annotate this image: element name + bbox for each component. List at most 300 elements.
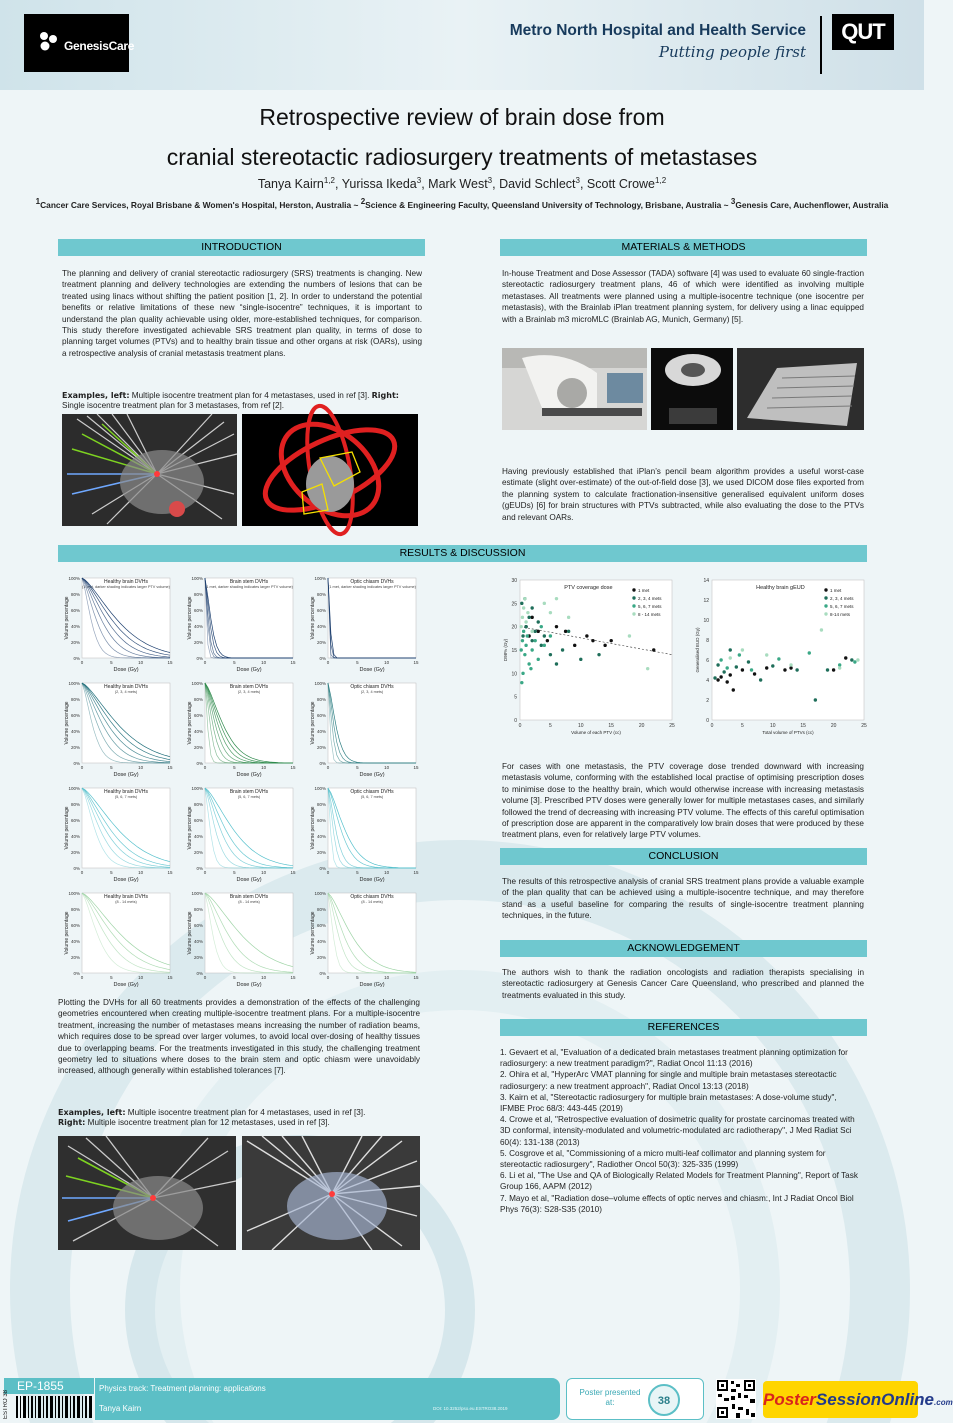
dvh-panel bbox=[64, 786, 173, 883]
dvh-xlabel: Dose (Gy) bbox=[113, 877, 139, 883]
dvh-ytick: 40% bbox=[316, 729, 326, 734]
dvh-ytick: 60% bbox=[193, 608, 203, 613]
scatter-point bbox=[520, 681, 523, 684]
scatter-xlabel: Volume of each PTV (cc) bbox=[571, 730, 621, 735]
dvh-ytick: 60% bbox=[70, 608, 80, 613]
legend-label: 5, 6, 7 mets bbox=[830, 604, 854, 609]
dvh-xtick: 5 bbox=[233, 975, 236, 980]
dvh-panel-title: Brain stem DVHs bbox=[229, 684, 269, 690]
dvh-ytick: 0% bbox=[73, 656, 80, 661]
scatter-point bbox=[747, 660, 750, 663]
scatter-point bbox=[549, 611, 552, 614]
poster-title-line1: Retrospective review of brain dose from bbox=[259, 104, 665, 130]
barcode-icon bbox=[16, 1396, 92, 1418]
dvh-ylabel: Volume percentage bbox=[64, 806, 70, 850]
dvh-xtick: 10 bbox=[138, 765, 144, 770]
mnh-title: Metro North Hospital and Health Service bbox=[509, 22, 806, 39]
scatter-ylabel: D98% (Gy) bbox=[503, 638, 508, 662]
dvh-panel-subtitle: (2, 3, 4 mets) bbox=[360, 690, 384, 694]
dvh-xlabel: Dose (Gy) bbox=[359, 772, 385, 778]
dvh-ytick: 0% bbox=[319, 866, 326, 871]
dvh-ytick: 0% bbox=[73, 971, 80, 976]
dvh-ytick: 40% bbox=[193, 624, 203, 629]
legend-marker bbox=[824, 612, 827, 615]
dvh-xtick: 0 bbox=[203, 660, 207, 665]
dvh-panel-title: Brain stem DVHs bbox=[229, 789, 269, 795]
scatter-point bbox=[729, 648, 732, 651]
scatter-point bbox=[853, 660, 856, 663]
dvh-xlabel: Dose (Gy) bbox=[113, 982, 139, 988]
arc-rendering bbox=[242, 414, 418, 526]
scatter-point bbox=[524, 620, 527, 623]
section-header-references: REFERENCES bbox=[500, 1019, 867, 1036]
dvh-panel bbox=[310, 576, 419, 673]
scatter-point bbox=[534, 639, 537, 642]
scatter-point bbox=[729, 656, 732, 659]
dvh-ytick: 100% bbox=[314, 786, 326, 791]
reference-item: 3. Kairn et al, "Stereotactic radiosurgery for multiple brain metastases: A dose-volume study", IFMBE Proc 68/3: 443-445 (2019) bbox=[500, 1092, 837, 1114]
section-header-methods: MATERIALS & METHODS bbox=[500, 239, 867, 256]
scatter-ylabel: Generalised EUD (Gy) bbox=[695, 627, 700, 673]
dvh-ytick: 20% bbox=[70, 850, 80, 855]
presented-at-text: Poster presented at: bbox=[579, 1388, 641, 1407]
scatter-point bbox=[520, 625, 523, 628]
dvh-panel-subtitle: (8 - 14 mets) bbox=[361, 900, 383, 904]
dvh-panel-title: Brain stem DVHs bbox=[229, 579, 269, 585]
header-divider bbox=[820, 16, 822, 74]
scatter-point bbox=[564, 630, 567, 633]
micromlc-photo bbox=[651, 348, 733, 430]
dvh-panel bbox=[64, 576, 173, 673]
dvh-ytick: 80% bbox=[193, 802, 203, 807]
dvh-xtick: 15 bbox=[413, 975, 419, 980]
dvh-xtick: 5 bbox=[110, 765, 113, 770]
dvh-panel-title: Optic chiasm DVHs bbox=[350, 894, 394, 900]
author-name: Tanya Kairn bbox=[257, 177, 324, 192]
dvh-panel bbox=[187, 576, 296, 673]
legend-label: 5, 6, 7 mets bbox=[638, 604, 662, 609]
dvh-ytick: 100% bbox=[191, 576, 203, 581]
dvh-panel-subtitle: (1 met, darker shading indicates larger PTV volume) bbox=[328, 585, 416, 589]
author-name: Yurissa Ikeda bbox=[341, 177, 417, 192]
conclusion-text: The results of this retrospective analysis of cranial SRS treatment plans provide a valuable example of the plan quality that can be achieved using a multiple-isocentre technique, and may therefore stand as a useful baseline for comparing the results of single-isocentre treatment planning techniques, in the future. bbox=[502, 877, 864, 921]
dvh-ytick: 80% bbox=[193, 592, 203, 597]
dvh-xtick: 10 bbox=[384, 765, 390, 770]
dvh-panel-title: Healthy brain DVHs bbox=[104, 579, 148, 585]
dvh-ytick: 60% bbox=[193, 713, 203, 718]
reference-item: 1. Gevaert et al, "Evaluation of a dedicated brain metastases treatment planning optimization for radiosurgery: a new treatment paradigm?", Radiat Oncol 11:13 (2016) bbox=[500, 1048, 848, 1069]
dvh-panel-title: Optic chiasm DVHs bbox=[350, 789, 394, 795]
footer-track-bar bbox=[95, 1378, 560, 1420]
dvh-xlabel: Dose (Gy) bbox=[236, 877, 262, 883]
dvh-panel-subtitle: (1 met, darker shading indicates larger PTV volume) bbox=[82, 585, 170, 589]
scatter-point bbox=[520, 648, 523, 651]
scatter-xtick: 5 bbox=[741, 723, 744, 729]
affiliation-3: Genesis Care, Auchenflower, Australia bbox=[735, 199, 889, 210]
scatter-ytick: 14 bbox=[703, 578, 709, 584]
dvh-ytick: 60% bbox=[316, 608, 326, 613]
scatter-point bbox=[555, 625, 558, 628]
footer-author: Tanya Kairn bbox=[99, 1404, 142, 1413]
dvh-ytick: 60% bbox=[70, 713, 80, 718]
dvh-xtick: 5 bbox=[110, 660, 113, 665]
dvh-xtick: 5 bbox=[110, 975, 113, 980]
dvh-panel-title: Healthy brain DVHs bbox=[104, 894, 148, 900]
dvh-xtick: 15 bbox=[167, 660, 173, 665]
dvh-xtick: 5 bbox=[233, 765, 236, 770]
scatter-point bbox=[814, 698, 817, 701]
dvh-ytick: 0% bbox=[196, 866, 203, 871]
scatter-point bbox=[741, 668, 744, 671]
legend-label: 2, 3, 4 mets bbox=[830, 596, 854, 601]
four-mets-beams bbox=[58, 1136, 236, 1250]
estro-badge-icon bbox=[647, 1383, 681, 1417]
dvh-xtick: 5 bbox=[110, 870, 113, 875]
dvh-ytick: 60% bbox=[316, 818, 326, 823]
dvh-plot-area bbox=[82, 788, 170, 868]
scatter-point bbox=[567, 616, 570, 619]
legend-marker bbox=[632, 588, 635, 591]
scatter-point bbox=[522, 606, 525, 609]
legend-marker bbox=[632, 612, 635, 615]
dvh-ytick: 0% bbox=[319, 971, 326, 976]
dvh-ytick: 40% bbox=[70, 834, 80, 839]
dvh-plot-area bbox=[328, 683, 416, 763]
scatter-point bbox=[530, 616, 533, 619]
scatter-point bbox=[549, 634, 552, 637]
scatter-point bbox=[526, 611, 529, 614]
twelve-mets-beams bbox=[242, 1136, 420, 1250]
scatter-point bbox=[856, 658, 859, 661]
dvh-panel bbox=[64, 891, 173, 988]
reference-list bbox=[500, 1047, 860, 1215]
scatter-point bbox=[826, 668, 829, 671]
scatter-point bbox=[719, 675, 722, 678]
dvh-ytick: 40% bbox=[316, 624, 326, 629]
dvh-ytick: 100% bbox=[68, 891, 80, 896]
methods-text-1: In-house Treatment and Dose Assessor (TADA) software [4] was used to evaluate 60 single-fraction stereotactic radiosurgery treatment plans, 46 of which were identified as involving multiple metastases. All treatments were planned using a multiple-isocentre technique (one isocentre per metastasis), with the Brainlab iPlan treatment planning system, for delivery using a linac equipped with a Brainlab m3 microMLC (Brainlab AG, Munich, Germany) [5]. bbox=[502, 269, 864, 324]
scatter-point bbox=[530, 630, 533, 633]
dvh-ytick: 100% bbox=[314, 681, 326, 686]
scatter-point bbox=[524, 625, 527, 628]
scatter-point bbox=[726, 666, 729, 669]
scatter-ytick: 30 bbox=[511, 578, 517, 584]
dvh-ytick: 100% bbox=[191, 681, 203, 686]
scatter-point bbox=[585, 634, 588, 637]
affiliations: $^1$Cancer Care Services, Royal Brisbane & Women's Hospital, Herston, Australia ~ $^2$Science & Engineering Faculty, Queensland University of Technology, Brisbane, Australia ~ $^3$Genesis Care, Auchenflower, Australia bbox=[35, 197, 889, 210]
results-figure-caption: Examples, left: Multiple isocentre treatment plan for 4 metastases, used in ref [3]. Right: Multiple isocentre treatment plan for 12 metastases, used in ref [3]. bbox=[58, 1108, 366, 1127]
dvh-ytick: 20% bbox=[316, 745, 326, 750]
dvh-ytick: 40% bbox=[70, 729, 80, 734]
dvh-ytick: 80% bbox=[316, 802, 326, 807]
dvh-panel-title: Healthy brain DVHs bbox=[104, 684, 148, 690]
reference-item: 2. Ohira et al, "HyperArc VMAT planning for single and multiple brain metastases stereotactic radiosurgery: a new treatment approach", Radiat Oncol 13:13 (2018) bbox=[500, 1070, 837, 1091]
scatter-point bbox=[527, 662, 530, 665]
mlc-leaves-illustration bbox=[737, 348, 864, 430]
scatter-point bbox=[771, 664, 774, 667]
scatter-xlabel: Total volume of PTVs (cc) bbox=[762, 730, 814, 735]
scatter-xtick: 20 bbox=[638, 723, 645, 729]
dvh-ylabel: Volume percentage bbox=[310, 911, 316, 955]
scatter-point bbox=[529, 667, 532, 670]
dvh-ytick: 20% bbox=[316, 955, 326, 960]
dvh-xtick: 10 bbox=[138, 660, 144, 665]
mlc-leaves-photo bbox=[737, 348, 864, 430]
mnh-tagline: Putting people first bbox=[658, 43, 806, 61]
scatter-point bbox=[719, 658, 722, 661]
scatter-ytick: 5 bbox=[514, 694, 517, 701]
scatter-xtick: 0 bbox=[710, 723, 714, 729]
scatter-xtick: 20 bbox=[830, 723, 837, 729]
dvh-xtick: 0 bbox=[80, 870, 84, 875]
dvh-xtick: 0 bbox=[80, 975, 84, 980]
dvh-xlabel: Dose (Gy) bbox=[359, 667, 385, 673]
four-mets-plan-image bbox=[58, 1136, 236, 1250]
dvh-ytick: 80% bbox=[70, 907, 80, 912]
dvh-xlabel: Dose (Gy) bbox=[236, 982, 262, 988]
scatter-point bbox=[540, 644, 543, 647]
dvh-panel-subtitle: (2, 3, 4 mets) bbox=[237, 690, 261, 694]
scatter-charts bbox=[500, 574, 870, 736]
dvh-ytick: 20% bbox=[316, 850, 326, 855]
scatter-point bbox=[527, 616, 530, 619]
dvh-panel-title: Brain stem DVHs bbox=[229, 894, 269, 900]
dvh-xtick: 15 bbox=[413, 765, 419, 770]
linac-photo bbox=[502, 348, 647, 430]
dvh-xlabel: Dose (Gy) bbox=[113, 667, 139, 673]
dvh-ytick: 80% bbox=[193, 697, 203, 702]
scatter-point bbox=[726, 680, 729, 683]
scatter-ytick: 0 bbox=[514, 718, 517, 724]
dvh-ytick: 40% bbox=[316, 939, 326, 944]
dvh-xtick: 10 bbox=[261, 975, 267, 980]
dvh-ytick: 80% bbox=[70, 697, 80, 702]
dvh-ytick: 100% bbox=[314, 891, 326, 896]
scatter-point bbox=[543, 644, 546, 647]
poster-number: EP-1855 bbox=[4, 1378, 94, 1394]
dvh-ytick: 0% bbox=[196, 656, 203, 661]
dvh-ytick: 100% bbox=[68, 786, 80, 791]
scatter-xtick: 10 bbox=[578, 723, 584, 729]
scatter-point bbox=[795, 668, 798, 671]
scatter-point bbox=[573, 644, 576, 647]
scatter-point bbox=[521, 634, 524, 637]
dvh-plot-area bbox=[328, 578, 416, 658]
dvh-xtick: 0 bbox=[326, 660, 330, 665]
dvh-panel-subtitle: (5, 6, 7 mets) bbox=[114, 795, 138, 799]
postersessiononline-logo[interactable]: PosterSessionOnline.com bbox=[763, 1381, 918, 1418]
scatter-point bbox=[540, 625, 543, 628]
dvh-ytick: 40% bbox=[70, 624, 80, 629]
dvh-xtick: 5 bbox=[233, 870, 236, 875]
dvh-ytick: 60% bbox=[70, 923, 80, 928]
dvh-xtick: 0 bbox=[203, 765, 207, 770]
scatter-point bbox=[713, 676, 716, 679]
dvh-xtick: 15 bbox=[290, 765, 296, 770]
dvh-ytick: 80% bbox=[316, 592, 326, 597]
dvh-ytick: 0% bbox=[196, 971, 203, 976]
reference-item: 5. Cosgrove et al, "Commissioning of a micro multi-leaf collimator and planning system for stereotactic radiosurgery", Radiother Oncol 50(3): 325-335 (1999) bbox=[500, 1148, 826, 1170]
scatter-point bbox=[555, 662, 558, 665]
dvh-ytick: 100% bbox=[191, 891, 203, 896]
methods-text-2: Having previously established that iPlan’s pencil beam algorithm provides a useful worst-case estimate (slight over-estimate) of the out-of-field dose [3], we used DICOM dose files exported from the planning system to calculate fractionation-insensitive generalised equivalent uniform doses (gEUDs) [6] for brain structures with PTVs subtracted, while also evaluating the dose to the PTVs and relevant OARs. bbox=[502, 467, 864, 522]
dvh-xlabel: Dose (Gy) bbox=[236, 667, 262, 673]
affiliation-2: Science & Engineering Faculty, Queensland University of Technology, Brisbane, Australia bbox=[365, 199, 722, 210]
dvh-ytick: 0% bbox=[73, 866, 80, 871]
dvh-xtick: 5 bbox=[233, 660, 236, 665]
track-name: Physics track: Treatment planning: applications bbox=[99, 1384, 266, 1393]
scatter-ytick: 15 bbox=[511, 648, 517, 654]
legend-marker bbox=[632, 604, 635, 607]
results-text: Plotting the DVHs for all 60 treatments provides a demonstration of the effects of the challenging geometries encountered when creating multiple-isocentre treatment plans. For a multiple-isocentre treatment, increasing the number of metastases means increasing the number of radiation beams, which requires dose to be spread over larger volumes, to avoid local over-dosing of healthy tissues due to overlapping beams. For the treatments investigated in this study, the challenging treatment geometry led to situations where doses to the brain stem and optic chiasm were unavoidably increased, although generally within established tolerances [7]. bbox=[58, 998, 420, 1076]
micromlc-illustration bbox=[651, 348, 733, 430]
dvh-panel bbox=[187, 891, 296, 988]
beam-rendering bbox=[62, 414, 237, 526]
dvh-plot-area bbox=[205, 578, 293, 658]
dvh-panel bbox=[64, 681, 173, 778]
dvh-xtick: 10 bbox=[261, 660, 267, 665]
dvh-panel-subtitle: (8 - 14 mets) bbox=[115, 900, 137, 904]
scatter-point bbox=[530, 648, 533, 651]
dvh-chart-grid bbox=[58, 570, 428, 990]
scatter-ytick: 2 bbox=[706, 698, 709, 704]
scatter-point bbox=[579, 658, 582, 661]
twelve-mets-plan-image bbox=[242, 1136, 420, 1250]
introduction-text: The planning and delivery of cranial stereotactic radiosurgery (SRS) treatments is changing. New treatment planning and delivery technologies are extending the numbers of lesions that can be treated using linacs without shifting the patient position [1, 2]. In order to understand the potential benefits or relative limitations of these new “single-isocentre” techniques, it is important to understand the plan quality achievable using older, more-established techniques, for comparison. This study therefore investigated achievable SRS treatment plan quality, in terms of dose to planning target volumes (PTVs) and to healthy brain tissue and other organs at risk (OARs), using a retrospective analysis of cranial metastasis treatment plans. bbox=[62, 269, 422, 358]
dvh-xtick: 15 bbox=[413, 870, 419, 875]
section-header-conclusion: CONCLUSION bbox=[500, 848, 867, 865]
scatter-point bbox=[732, 688, 735, 691]
dvh-xtick: 10 bbox=[261, 765, 267, 770]
poster-title-line2: cranial stereotactic radiosurgery treatments of metastases bbox=[166, 144, 758, 170]
dvh-ylabel: Volume percentage bbox=[64, 701, 70, 745]
scatter-ytick: 4 bbox=[706, 678, 709, 684]
dvh-xtick: 10 bbox=[138, 870, 144, 875]
author-name: Mark West bbox=[428, 177, 488, 192]
dvh-ylabel: Volume percentage bbox=[310, 806, 316, 850]
scatter-title: PTV coverage dose bbox=[564, 585, 613, 591]
dvh-xtick: 0 bbox=[80, 765, 84, 770]
dvh-xtick: 0 bbox=[80, 660, 84, 665]
scatter-point bbox=[520, 602, 523, 605]
scatter-point bbox=[628, 634, 631, 637]
dvh-ytick: 80% bbox=[316, 697, 326, 702]
dvh-panel-title: Healthy brain DVHs bbox=[104, 789, 148, 795]
scatter-point bbox=[537, 620, 540, 623]
dvh-panel bbox=[187, 786, 296, 883]
scatter-ytick: 25 bbox=[511, 601, 517, 608]
scatter-point bbox=[526, 634, 529, 637]
scatter-xtick: 25 bbox=[669, 723, 675, 729]
scatter-point bbox=[729, 673, 732, 676]
dvh-xlabel: Dose (Gy) bbox=[236, 772, 262, 778]
scatter-point bbox=[546, 639, 549, 642]
section-header-acknowledgement: ACKNOWLEDGEMENT bbox=[500, 940, 867, 957]
author-name: Scott Crowe bbox=[586, 177, 656, 192]
dvh-xtick: 15 bbox=[290, 975, 296, 980]
dvh-ytick: 60% bbox=[316, 713, 326, 718]
dvh-panel bbox=[310, 891, 419, 988]
dvh-ytick: 80% bbox=[70, 802, 80, 807]
dvh-ytick: 0% bbox=[319, 656, 326, 661]
dvh-xtick: 5 bbox=[356, 660, 359, 665]
reference-item: 7. Mayo et al, "Radiation dose–volume effects of optic nerves and chiasm:, Int J Radiat Oncol Biol Phys 76(3): S28-S35 (2010) bbox=[500, 1193, 854, 1214]
dvh-ylabel: Volume percentage bbox=[187, 701, 193, 745]
dvh-xtick: 5 bbox=[356, 870, 359, 875]
section-header-results: RESULTS & DISCUSSION bbox=[58, 545, 867, 562]
scatter-point bbox=[753, 672, 756, 675]
scatter-point bbox=[521, 639, 524, 642]
qr-code-icon[interactable] bbox=[716, 1379, 756, 1419]
dvh-panel bbox=[310, 786, 419, 883]
dvh-panel-subtitle: (5, 6, 7 mets) bbox=[360, 795, 384, 799]
scatter-point bbox=[523, 597, 526, 600]
legend-label: 8 - 14 mets bbox=[638, 612, 661, 617]
dvh-ylabel: Volume percentage bbox=[310, 701, 316, 745]
dvh-panel-subtitle: (2, 3, 4 mets) bbox=[114, 690, 138, 694]
footer-doi[interactable]: DOI: 10.3252/pso.eu.ESTRO38.2019 bbox=[433, 1406, 508, 1411]
legend-marker bbox=[824, 604, 827, 607]
scatter-ytick: 10 bbox=[511, 671, 517, 678]
genesiscare-logo-text: GenesisCare bbox=[64, 39, 135, 53]
dvh-ytick: 40% bbox=[316, 834, 326, 839]
dvh-ytick: 20% bbox=[193, 745, 203, 750]
legend-label: 8-14 mets bbox=[830, 612, 851, 617]
dvh-ytick: 40% bbox=[193, 834, 203, 839]
intro-figure-caption: Examples, left: Multiple isocentre treatment plan for 4 metastases, used in ref [3]. Right: Single isocentre treatment plan for 3 metastases, from ref [2]. bbox=[62, 391, 399, 410]
dvh-ylabel: Volume percentage bbox=[187, 806, 193, 850]
scatter-point bbox=[738, 653, 741, 656]
scatter-point bbox=[750, 668, 753, 671]
dvh-panel bbox=[310, 681, 419, 778]
dvh-ytick: 60% bbox=[316, 923, 326, 928]
dvh-ytick: 20% bbox=[70, 955, 80, 960]
scatter-point bbox=[523, 653, 526, 656]
scatter-point bbox=[597, 653, 600, 656]
dvh-ytick: 0% bbox=[319, 761, 326, 766]
qut-logo: QUT bbox=[832, 14, 894, 50]
scatter-point bbox=[610, 639, 613, 642]
legend-label: 1 met bbox=[830, 588, 842, 593]
dvh-ylabel: Volume percentage bbox=[310, 596, 316, 640]
dvh-ytick: 20% bbox=[193, 850, 203, 855]
scatter-point bbox=[850, 658, 853, 661]
scatter-point bbox=[543, 602, 546, 605]
dvh-xtick: 0 bbox=[326, 975, 330, 980]
dvh-xtick: 15 bbox=[167, 870, 173, 875]
single-isocentre-plan-image bbox=[242, 414, 418, 526]
scatter-point bbox=[777, 657, 780, 660]
dvh-ytick: 100% bbox=[68, 681, 80, 686]
scatter-ytick: 20 bbox=[511, 624, 517, 631]
scatter-point bbox=[561, 648, 564, 651]
dvh-panel-subtitle: (1 met, darker shading indicates larger PTV volume) bbox=[205, 585, 293, 589]
scatter-point bbox=[603, 644, 606, 647]
dvh-ytick: 20% bbox=[316, 640, 326, 645]
scatter-point bbox=[555, 597, 558, 600]
scatter-point bbox=[530, 639, 533, 642]
dvh-ytick: 80% bbox=[193, 907, 203, 912]
dvh-ylabel: Volume percentage bbox=[187, 911, 193, 955]
scatter-xtick: 5 bbox=[549, 723, 552, 729]
estro-badge-number: 38 bbox=[657, 1395, 671, 1407]
dvh-xtick: 10 bbox=[261, 870, 267, 875]
scatter-point bbox=[549, 653, 552, 656]
dvh-xtick: 0 bbox=[203, 975, 207, 980]
scatter-xtick: 15 bbox=[608, 723, 614, 729]
dvh-ytick: 100% bbox=[191, 786, 203, 791]
metro-north-logo bbox=[510, 22, 806, 61]
